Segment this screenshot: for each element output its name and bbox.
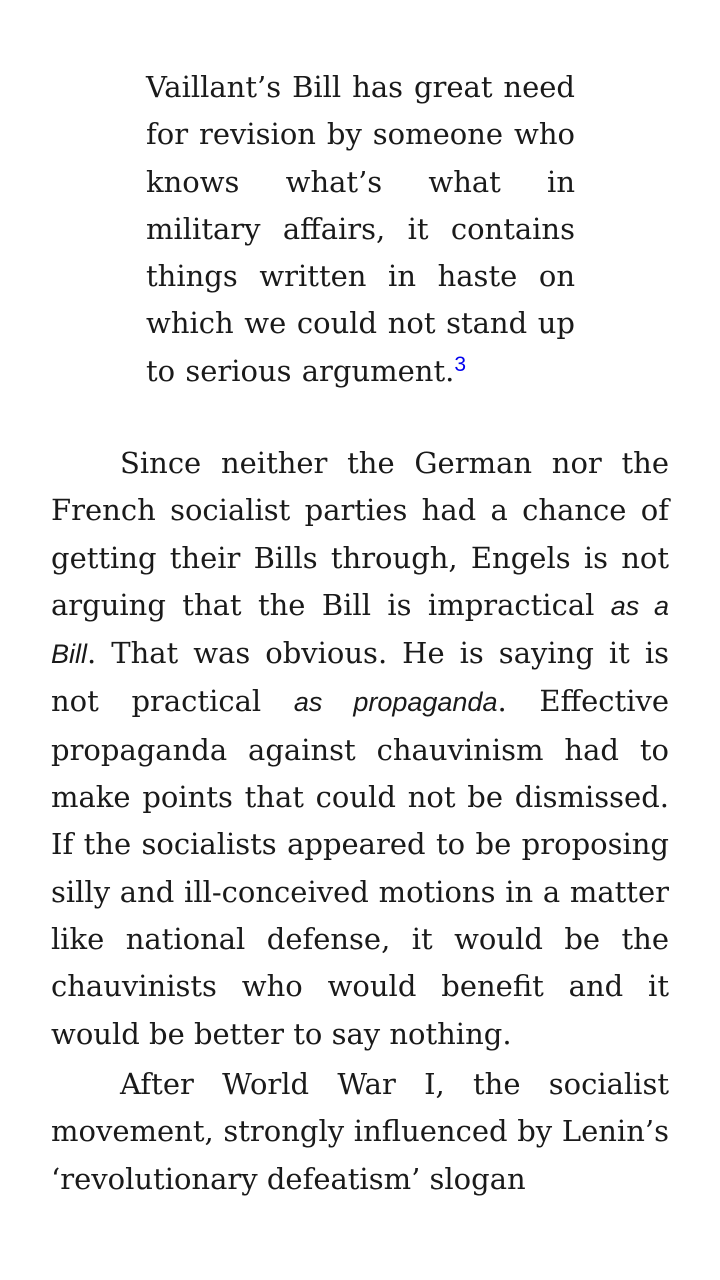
- quote-text: Vaillant’s Bill has great need for revision by someone who knows what’s what in military affairs, it contains things written in haste on which we could not stand up to serious argument.: [146, 70, 575, 388]
- paragraph-text: . Effective propaganda against chauvinism had to make points that could not be dismissed. If the socialists appeared to be proposing silly and ill-conceived motions in a matter like national defense, it would be the chauvinists who would benefit and it would be better to say nothing.: [51, 684, 670, 1051]
- emphasis-text: as propaganda: [293, 687, 498, 718]
- footnote-link[interactable]: 3: [454, 352, 467, 376]
- body-paragraph: [51, 1061, 669, 1203]
- paragraph-text: Since neither the German nor the French socialist parties had a chance of getting their Bills through, Engels is not arguing that the Bill is impractical: [51, 446, 669, 622]
- block-quote: [146, 64, 575, 395]
- paragraph-text: . That was obvious. He is saying it is not practical: [51, 636, 669, 719]
- emphasis-text: as a Bill: [51, 590, 669, 670]
- body-paragraph: [51, 440, 669, 1058]
- paragraph-text: After World War I, the socialist movement, strongly influenced by Lenin’s ‘revolutionary defeatism’ slogan: [51, 1067, 669, 1196]
